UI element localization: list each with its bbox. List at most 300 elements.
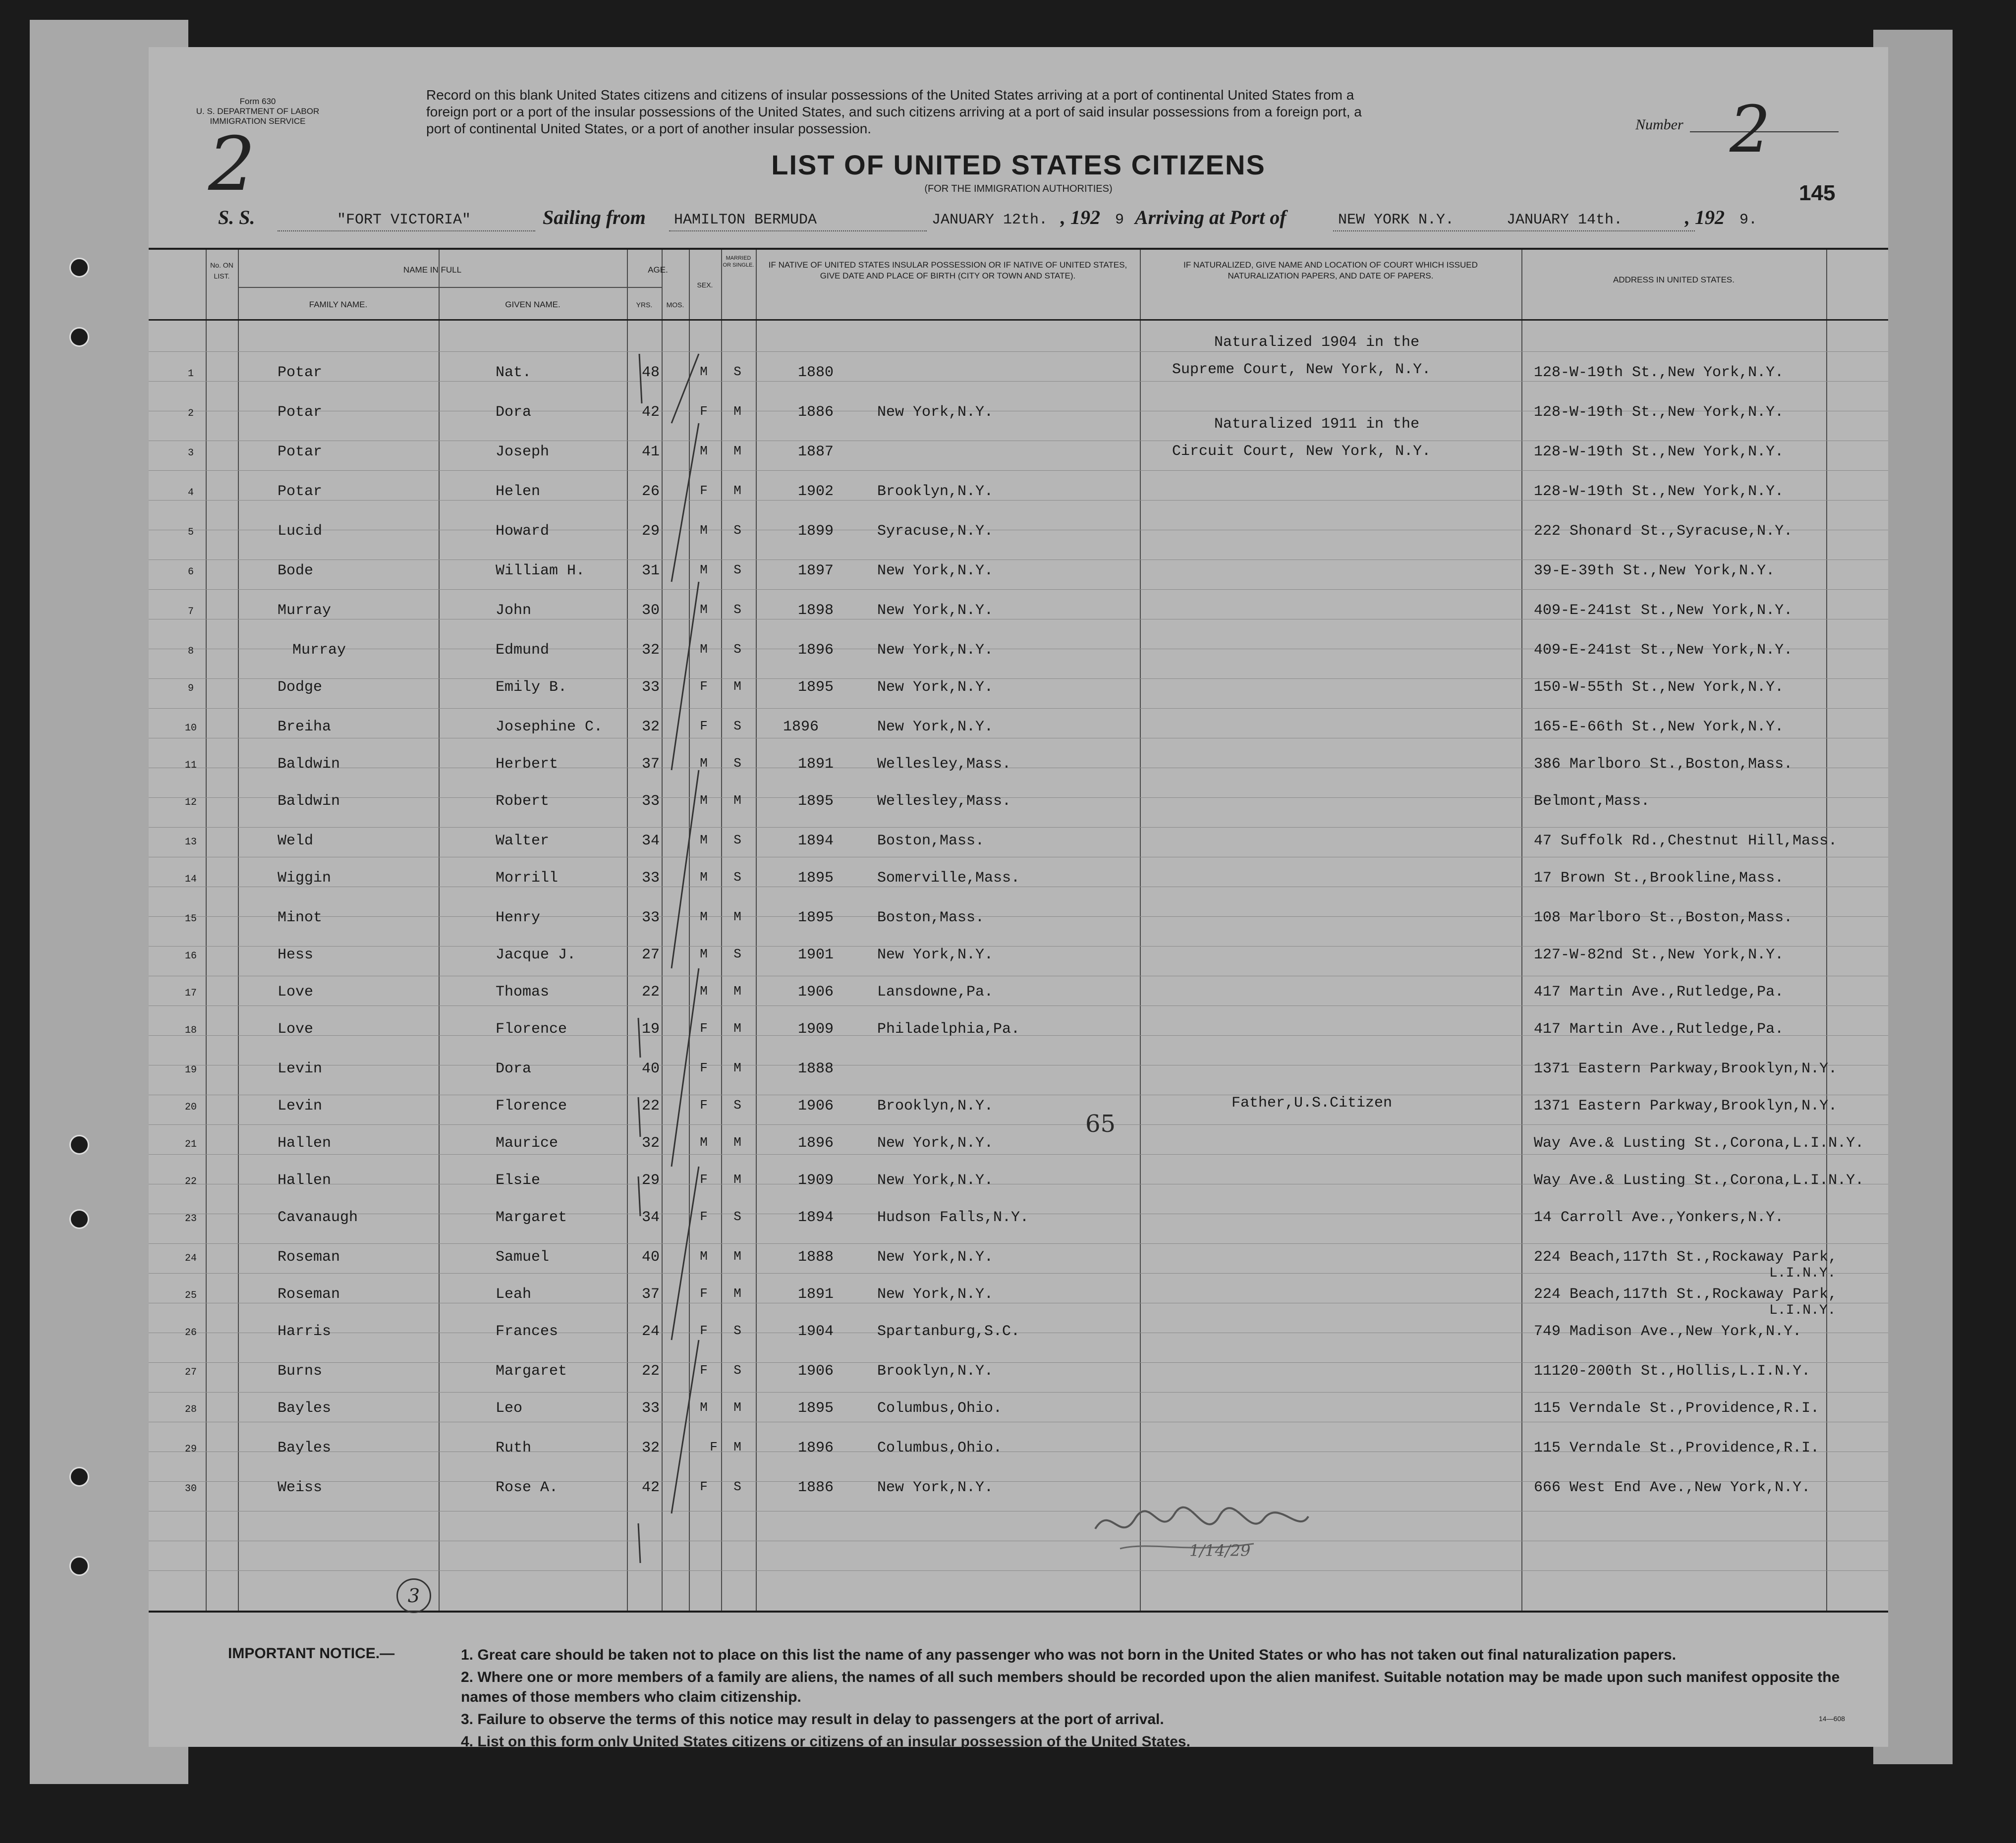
row-number: 19: [184, 1064, 197, 1076]
given-name: Howard: [496, 523, 550, 540]
birth-year: 1898: [798, 602, 834, 619]
marital-status: S: [733, 947, 741, 961]
family-name: Breiha: [278, 719, 332, 735]
birth-year: 1886: [798, 1479, 834, 1496]
family-name: Baldwin: [278, 793, 340, 810]
address: 128-W-19th St.,New York,N.Y.: [1534, 364, 1784, 381]
marital-status: M: [733, 1061, 741, 1075]
table-row: [149, 361, 1888, 391]
arriving-label: Arriving at Port of: [1135, 206, 1287, 228]
sailing-dotted-line: [669, 229, 927, 231]
family-name: Harris: [278, 1323, 332, 1340]
table-row: [149, 981, 1888, 1010]
age-years: 48: [641, 364, 660, 381]
service-name: IMMIGRATION SERVICE: [210, 116, 306, 126]
family-name: Levin: [278, 1061, 323, 1077]
row-number: 30: [184, 1483, 197, 1495]
year-prefix-1: , 192: [1061, 206, 1100, 228]
family-name: Weiss: [278, 1479, 323, 1496]
marital-status: S: [733, 562, 741, 577]
sex: F: [700, 1323, 708, 1338]
row-number: 12: [184, 797, 197, 808]
table-row: [149, 1397, 1888, 1427]
ship-dotted-line: [278, 229, 535, 231]
address: 115 Verndale St.,Providence,R.I.: [1534, 1400, 1820, 1417]
notice-item: 4. List on this form only United States citizens or citizens of an insular possession of the United States.: [461, 1733, 1190, 1750]
row-number: 6: [187, 566, 194, 578]
table-row: [149, 1095, 1888, 1124]
address: 17 Brown St.,Brookline,Mass.: [1534, 870, 1784, 887]
row-number: 5: [187, 527, 194, 538]
table-row: [149, 401, 1888, 431]
sailing-port: HAMILTON BERMUDA: [674, 212, 817, 228]
birth-place: Columbus,Ohio.: [877, 1400, 1003, 1417]
birth-place: New York,N.Y.: [877, 642, 994, 659]
tally-stroke: [639, 354, 642, 403]
family-name: Potar: [278, 483, 323, 500]
marital-status: M: [733, 909, 741, 924]
given-name: Rose A.: [496, 1479, 559, 1496]
birth-place: Somerville,Mass.: [877, 870, 1020, 887]
row-number: 11: [184, 760, 197, 771]
marital-status: M: [733, 1021, 741, 1036]
row-number: 16: [184, 950, 197, 962]
table-row: [149, 1320, 1888, 1350]
tally-stroke: [638, 1097, 640, 1137]
header-subrule: [238, 287, 662, 288]
given-name: Frances: [496, 1323, 559, 1340]
row-number: 13: [184, 837, 197, 848]
col-header-mos: MOS.: [666, 301, 684, 309]
sex: F: [700, 1479, 708, 1494]
address-overflow: L.I.N.Y.: [1769, 1303, 1836, 1318]
sex: M: [700, 984, 708, 999]
form-number: Form 630: [239, 97, 276, 106]
birth-year: 1886: [798, 404, 834, 421]
given-name: Florence: [496, 1098, 567, 1115]
birth-year: 1891: [798, 1286, 834, 1303]
circled-number-text: 3: [407, 1585, 420, 1607]
year-suffix-2: 9.: [1739, 212, 1758, 228]
family-name: Roseman: [278, 1286, 340, 1303]
tally-stroke: [638, 1523, 640, 1563]
marital-status: M: [733, 404, 741, 419]
row-number: 17: [184, 988, 197, 999]
family-name: Bayles: [278, 1440, 332, 1456]
tally-stroke: [638, 1018, 640, 1058]
marital-status: M: [733, 679, 741, 694]
arrival-date: JANUARY 14th.: [1507, 212, 1623, 228]
row-number: 14: [184, 874, 197, 885]
form-code: 14—608: [1819, 1715, 1845, 1723]
address: 11120-200th St.,Hollis,L.I.N.Y.: [1534, 1363, 1811, 1380]
row-number: 27: [184, 1367, 197, 1378]
address: 224 Beach,117th St.,Rockaway Park,: [1534, 1249, 1838, 1266]
marital-status: S: [733, 1209, 741, 1224]
table-row: [149, 676, 1888, 706]
col-header-yrs: YRS.: [636, 301, 653, 309]
tally-stroke: [672, 1167, 699, 1340]
age-years: 32: [641, 719, 660, 735]
given-name: Joseph: [496, 444, 550, 460]
table-row: [149, 1360, 1888, 1390]
ship-name: "FORT VICTORIA": [337, 212, 471, 228]
given-name: Maurice: [496, 1135, 559, 1152]
given-name: Herbert: [496, 756, 559, 773]
tally-stroke: [672, 423, 699, 582]
page-subtitle: (FOR THE IMMIGRATION AUTHORITIES): [924, 183, 1113, 194]
age-years: 33: [641, 909, 660, 926]
age-years: 37: [641, 1286, 660, 1303]
birth-year: 1906: [798, 984, 834, 1001]
sex: M: [700, 793, 708, 808]
row-number: 10: [184, 723, 197, 734]
address: 1371 Eastern Parkway,Brooklyn,N.Y.: [1534, 1061, 1838, 1077]
address: 386 Marlboro St.,Boston,Mass.: [1534, 756, 1793, 773]
address: 150-W-55th St.,New York,N.Y.: [1534, 679, 1784, 696]
arrival-dotted-line: [1333, 229, 1695, 231]
given-name: Leo: [496, 1400, 523, 1417]
tally-stroke: [672, 968, 699, 1167]
given-name: Margaret: [496, 1209, 567, 1226]
page-title: LIST OF UNITED STATES CITIZENS: [771, 149, 1266, 180]
birth-year: 1880: [798, 364, 834, 381]
address: Way Ave.& Lusting St.,Corona,L.I.N.Y.: [1534, 1135, 1864, 1152]
birth-place: New York,N.Y.: [877, 1172, 994, 1189]
birth-year: 1895: [798, 870, 834, 887]
age-years: 41: [641, 444, 660, 460]
marital-status: S: [733, 1323, 741, 1338]
birth-place: New York,N.Y.: [877, 719, 994, 735]
table-row: [149, 830, 1888, 859]
birth-year: 1896: [798, 642, 834, 659]
address-overflow: L.I.N.Y.: [1769, 1266, 1836, 1281]
row-number: 7: [187, 606, 194, 617]
birth-year: 1887: [798, 444, 834, 460]
table-row: [149, 559, 1888, 589]
birth-year: 1897: [798, 562, 834, 579]
row-number: 28: [184, 1404, 197, 1415]
marital-status: S: [733, 756, 741, 771]
family-name: Lucid: [278, 523, 323, 540]
address: 749 Madison Ave.,New York,N.Y.: [1534, 1323, 1802, 1340]
given-name: Helen: [496, 483, 541, 500]
row-rule: [149, 1570, 1888, 1571]
family-name: Bode: [278, 562, 314, 579]
row-number: 20: [184, 1102, 197, 1113]
sex: M: [700, 909, 708, 924]
family-name: Wiggin: [278, 870, 332, 887]
table-row: [149, 790, 1888, 820]
age-years: 34: [641, 833, 660, 849]
row-number: 15: [184, 913, 197, 925]
list-number-handwritten: 2: [1730, 92, 1771, 167]
table-row: [149, 867, 1888, 896]
marital-status: M: [733, 483, 741, 498]
marital-status: S: [733, 833, 741, 847]
tally-stroke: [672, 770, 699, 968]
marital-status: S: [733, 364, 741, 379]
notice-item: 3. Failure to observe the terms of this notice may result in delay to passengers at the port of arrival.: [461, 1711, 1164, 1728]
family-name: Minot: [278, 909, 323, 926]
sailing-label: Sailing from: [543, 206, 646, 228]
birth-place: Brooklyn,N.Y.: [877, 1363, 994, 1380]
family-name: Bayles: [278, 1400, 332, 1417]
marital-status: S: [733, 523, 741, 538]
col-header-given-name: GIVEN NAME.: [505, 300, 560, 309]
birth-place: Boston,Mass.: [877, 909, 985, 926]
birth-place: Boston,Mass.: [877, 833, 985, 849]
family-name: Love: [278, 1021, 314, 1038]
age-years: 19: [641, 1021, 660, 1038]
age-years: 33: [641, 1400, 660, 1417]
col-header-married: MARRIED OR SINGLE.: [723, 255, 754, 268]
birth-year: 1909: [798, 1021, 834, 1038]
family-name: Hallen: [278, 1135, 332, 1152]
row-number: 24: [184, 1253, 197, 1264]
sex: M: [700, 602, 708, 617]
binder-hole: [69, 1135, 89, 1155]
sex: M: [700, 444, 708, 458]
family-name: Cavanaugh: [278, 1209, 358, 1226]
family-name: Burns: [278, 1363, 323, 1380]
marital-status: S: [733, 1479, 741, 1494]
birth-year: 1901: [798, 947, 834, 963]
row-number: 4: [187, 487, 194, 499]
circled-number: [396, 1578, 431, 1613]
sex: F: [700, 1021, 708, 1036]
table-row: [149, 520, 1888, 550]
age-years: 33: [641, 870, 660, 887]
birth-year: 1895: [798, 679, 834, 696]
sex: F: [700, 719, 708, 733]
address: 417 Martin Ave.,Rutledge,Pa.: [1534, 1021, 1784, 1038]
given-name: John: [496, 602, 532, 619]
birth-year: 1896: [783, 719, 819, 735]
family-name: Potar: [278, 364, 323, 381]
birth-year: 1906: [798, 1363, 834, 1380]
table-row: [149, 480, 1888, 510]
table-row: [149, 1206, 1888, 1236]
age-years: 40: [641, 1061, 660, 1077]
family-name: Murray: [278, 602, 332, 619]
marital-status: M: [733, 1172, 741, 1187]
table-row: [149, 906, 1888, 936]
given-name: Josephine C.: [496, 719, 603, 735]
address: 128-W-19th St.,New York,N.Y.: [1534, 483, 1784, 500]
birth-year: 1902: [798, 483, 834, 500]
birth-place: New York,N.Y.: [877, 1286, 994, 1303]
address: 127-W-82nd St.,New York,N.Y.: [1534, 947, 1784, 963]
notice-heading: IMPORTANT NOTICE.—: [228, 1645, 395, 1662]
birth-year: 1888: [798, 1061, 834, 1077]
birth-place: New York,N.Y.: [877, 1135, 994, 1152]
form-identification: [178, 97, 337, 126]
tally-marks: [624, 324, 743, 1613]
given-name: Samuel: [496, 1249, 550, 1266]
table-row: [149, 1476, 1888, 1506]
notice-item: 2. Where one or more members of a family are aliens, the names of all such members should be recorded upon the alien manifest. Suitable notation may be made upon such manifest opposite the names of those members who claim citizenship.: [461, 1669, 1840, 1705]
age-years: 22: [641, 1098, 660, 1115]
arrival-port: NEW YORK N.Y.: [1338, 212, 1455, 228]
age-years: 27: [641, 947, 660, 963]
tally-stroke: [672, 1340, 699, 1513]
naturalization-note: Supreme Court, New York, N.Y.: [1172, 361, 1431, 378]
year-suffix-1: 9: [1115, 212, 1124, 228]
row-rule: [149, 589, 1888, 590]
sex: M: [700, 1135, 708, 1150]
family-name: Hess: [278, 947, 314, 963]
address: 666 West End Ave.,New York,N.Y.: [1534, 1479, 1811, 1496]
age-years: 32: [641, 1135, 660, 1152]
row-rule: [149, 1392, 1888, 1393]
marital-status: S: [733, 602, 741, 617]
row-number: 1: [187, 368, 194, 380]
row-rule: [149, 1243, 1888, 1244]
marital-status: M: [733, 984, 741, 999]
tally-stroke: [672, 354, 699, 423]
sex: M: [700, 642, 708, 657]
table-row: [149, 944, 1888, 973]
number-label: Number: [1635, 116, 1683, 133]
birth-year: 1895: [798, 909, 834, 926]
notice-item: 1. Great care should be taken not to place on this list the name of any passenger who was not born in the United States or who has not taken out final naturalization papers.: [461, 1647, 1677, 1663]
birth-year: 1894: [798, 1209, 834, 1226]
corner-mark-text: 2: [208, 121, 256, 208]
age-years: 40: [641, 1249, 660, 1266]
signature-date: 1/14/29: [1189, 1541, 1251, 1560]
stamp-number: 65: [1085, 1110, 1116, 1138]
sex: F: [700, 1286, 708, 1301]
marital-status: S: [733, 642, 741, 657]
family-name: Potar: [278, 404, 323, 421]
address: 417 Martin Ave.,Rutledge,Pa.: [1534, 984, 1784, 1001]
given-name: Ruth: [496, 1440, 532, 1456]
given-name: Morrill: [496, 870, 559, 887]
address: 14 Carroll Ave.,Yonkers,N.Y.: [1534, 1209, 1784, 1226]
given-name: Robert: [496, 793, 550, 810]
col-header-age: AGE.: [648, 265, 668, 275]
birth-place: Lansdowne,Pa.: [877, 984, 994, 1001]
address: 165-E-66th St.,New York,N.Y.: [1534, 719, 1784, 735]
sex: M: [700, 1249, 708, 1264]
marital-status: S: [733, 870, 741, 885]
binder-hole: [69, 1467, 89, 1487]
sex: F: [700, 483, 708, 498]
birth-place: Hudson Falls,N.Y.: [877, 1209, 1029, 1226]
age-years: 30: [641, 602, 660, 619]
naturalization-note: Father,U.S.Citizen: [1232, 1095, 1393, 1112]
table-row: [149, 1058, 1888, 1087]
birth-place: Columbus,Ohio.: [877, 1440, 1003, 1456]
sex: M: [700, 1400, 708, 1415]
col-header-naturalized: IF NATURALIZED, GIVE NAME AND LOCATION OF COURT WHICH ISSUED NATURALIZATION PAPERS, AND DATE OF PAPERS.: [1183, 260, 1478, 280]
table-row: [149, 1132, 1888, 1162]
address: 115 Verndale St.,Providence,R.I.: [1534, 1440, 1820, 1456]
department-name: U. S. DEPARTMENT OF LABOR: [196, 107, 320, 116]
given-name: Walter: [496, 833, 550, 849]
given-name: Edmund: [496, 642, 550, 659]
header-bottom-rule: [149, 319, 1888, 321]
family-name: Dodge: [278, 679, 323, 696]
age-years: 24: [641, 1323, 660, 1340]
family-name: Murray: [292, 642, 346, 659]
row-number: 18: [184, 1025, 197, 1036]
binder-hole: [69, 327, 89, 347]
naturalization-note: Naturalized 1911 in the: [1214, 416, 1420, 433]
col-header-name-in-full: NAME IN FULL: [403, 265, 462, 275]
sex: M: [700, 523, 708, 538]
address: 128-W-19th St.,New York,N.Y.: [1534, 444, 1784, 460]
table-row: [149, 753, 1888, 782]
col-header-family-name: FAMILY NAME.: [309, 300, 368, 309]
instructions-line: foreign port or a port of the insular possessions of the United States, and such citizens arriving at a port of said insular possessions from a foreign port, a: [426, 104, 1362, 119]
table-row: [149, 639, 1888, 669]
given-name: William H.: [496, 562, 585, 579]
marital-status: M: [733, 793, 741, 808]
table-row: [149, 716, 1888, 745]
row-number: 8: [187, 646, 194, 657]
birth-place: New York,N.Y.: [877, 562, 994, 579]
col-header-no: No. ON LIST.: [210, 261, 233, 280]
given-name: Leah: [496, 1286, 532, 1303]
sex: F: [700, 679, 708, 694]
sex: F: [700, 1209, 708, 1224]
address: 39-E-39th St.,New York,N.Y.: [1534, 562, 1775, 579]
birth-year: 1899: [798, 523, 834, 540]
address: 47 Suffolk Rd.,Chestnut Hill,Mass.: [1534, 833, 1838, 849]
birth-place: Brooklyn,N.Y.: [877, 483, 994, 500]
birth-place: New York,N.Y.: [877, 1479, 994, 1496]
birth-place: New York,N.Y.: [877, 602, 994, 619]
family-name: Weld: [278, 833, 314, 849]
birth-place: Wellesley,Mass.: [877, 793, 1011, 810]
birth-place: Syracuse,N.Y.: [877, 523, 994, 540]
age-years: 42: [641, 1479, 660, 1496]
row-rule: [149, 708, 1888, 709]
sex: M: [700, 833, 708, 847]
marital-status: M: [733, 1249, 741, 1264]
marital-status: S: [733, 719, 741, 733]
row-number: 3: [187, 447, 194, 459]
binder-hole: [69, 1209, 89, 1229]
table-row: [149, 1437, 1888, 1466]
birth-place: New York,N.Y.: [877, 947, 994, 963]
address: 108 Marlboro St.,Boston,Mass.: [1534, 909, 1793, 926]
sex: F: [710, 1440, 718, 1454]
age-years: 42: [641, 404, 660, 421]
table-row: [149, 1246, 1888, 1276]
row-rule: [149, 827, 1888, 828]
age-years: 33: [641, 679, 660, 696]
address: 224 Beach,117th St.,Rockaway Park,: [1534, 1286, 1838, 1303]
age-years: 22: [641, 984, 660, 1001]
sex: F: [700, 404, 708, 419]
binder-hole: [69, 1556, 89, 1576]
birth-place: Spartanburg,S.C.: [877, 1323, 1020, 1340]
row-number: 23: [184, 1213, 197, 1225]
given-name: Dora: [496, 404, 532, 421]
birth-place: Philadelphia,Pa.: [877, 1021, 1020, 1038]
birth-year: 1895: [798, 1400, 834, 1417]
birth-year: 1909: [798, 1172, 834, 1189]
birth-year: 1896: [798, 1135, 834, 1152]
given-name: Dora: [496, 1061, 532, 1077]
age-years: 37: [641, 756, 660, 773]
age-years: 31: [641, 562, 660, 579]
row-number: 29: [184, 1444, 197, 1455]
row-number: 2: [187, 408, 194, 419]
